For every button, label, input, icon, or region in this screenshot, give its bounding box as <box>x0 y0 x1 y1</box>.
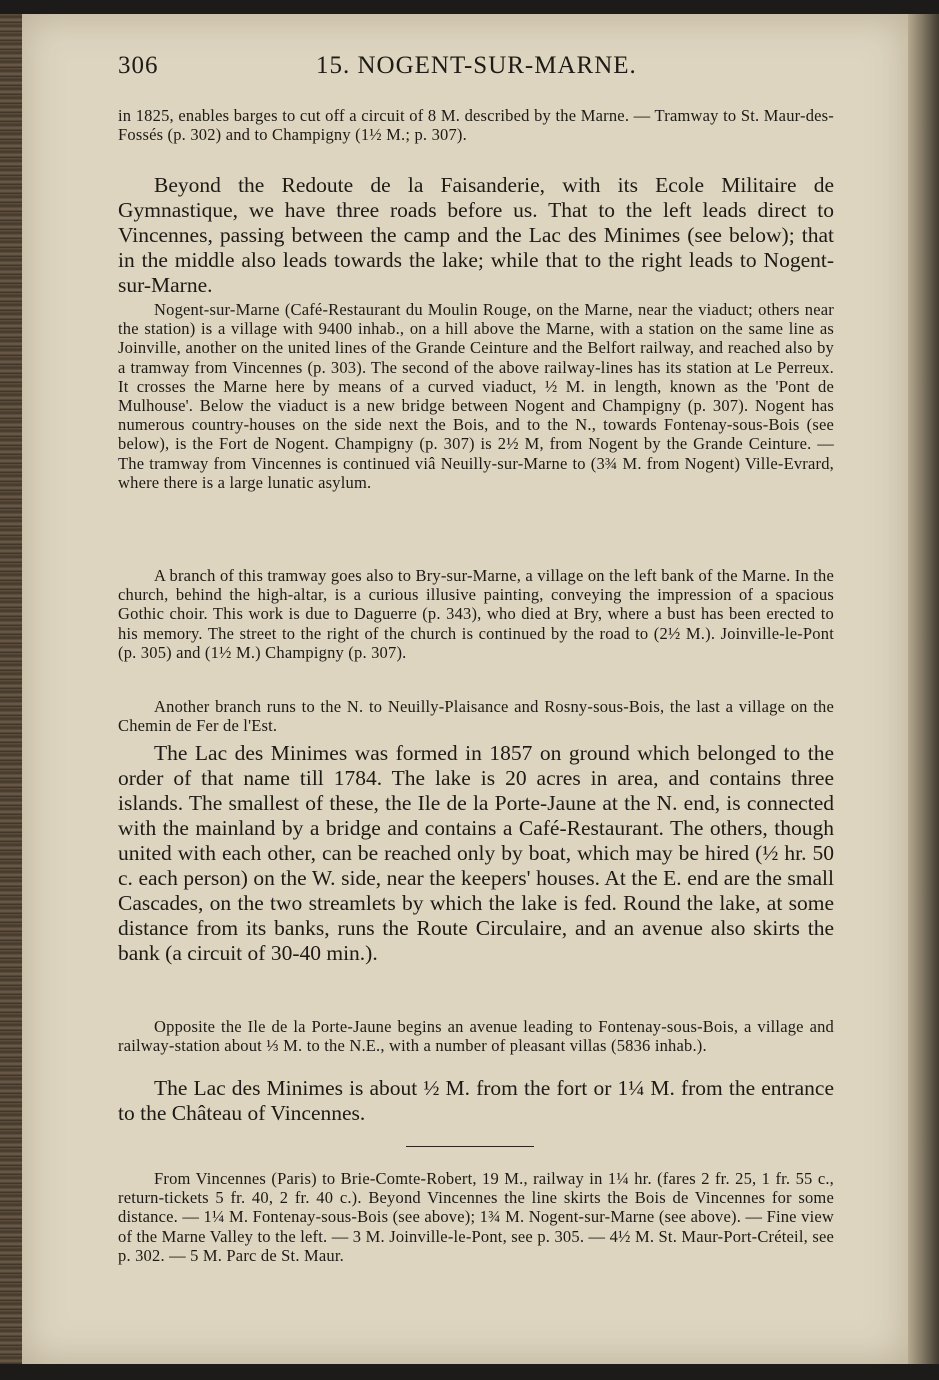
running-header <box>118 52 834 92</box>
paragraph-rosny: Another branch runs to the N. to Neuilly-Plaisance and Rosny-sous-Bois, the last a village on the Chemin de Fer de l'Est. <box>118 697 834 736</box>
paragraph-nogent: Nogent-sur-Marne (Café-Restaurant du Moulin Rouge, on the Marne, near the viaduct; others near the station) is a village with 9400 inhab., on a hill above the Marne, with a station on the same line as Joinville, another on the united lines of the Grande Ceinture and the Belfort railway, and reached also by a tramway from Vincennes (p. 303). The second of the above railway-lines has its station at Le Perreux. It crosses the Marne here by means of a curved viaduct, ½ M. in length, known as the 'Pont de Mulhouse'. Below the viaduct is a new bridge between Nogent and Champigny (p. 307). Nogent has numerous country-houses on the side next the Bois, and to the N., towards Fontenay-sous-Bois (see below), is the Fort de Nogent. Champigny (p. 307) is 2½ M, from Nogent by the Grande Ceinture. — The tramway from Vincennes is continued viâ Neuilly-sur-Marne to (3¾ M. from Nogent) Ville-Evrard, where there is a large lunatic asylum. <box>118 300 834 492</box>
paragraph-lac-des-minimes: The Lac des Minimes was formed in 1857 on ground which belonged to the order of that name till 1784. The lake is 20 acres in area, and contains three islands. The smallest of these, the Ile de la Porte-Jaune at the N. end, is connected with the mainland by a bridge and contains a Café-Restaurant. The others, though united with each other, can be reached only by boat, which may be hired (½ hr. 50 c. each person) on the W. side, near the keepers' houses. At the E. end are the small Cascades, on the two streamlets by which the lake is fed. Round the lake, at some distance from its banks, runs the Route Circulaire, and an avenue also skirts the bank (a circuit of 30-40 min.). <box>118 741 834 965</box>
paragraph-fontenay: Opposite the Ile de la Porte-Jaune begins an avenue leading to Fontenay-sous-Bois, a village and railway-station about ⅓ M. to the N.E., with a number of pleasant villas (5836 inhab.). <box>118 1017 834 1056</box>
paragraph-barges: in 1825, enables barges to cut off a circuit of 8 M. described by the Marne. — Tramway to St. Maur-des-Fossés (p. 302) and to Champigny (1½ M.; p. 307). <box>118 106 834 145</box>
chapter-title: 15. NOGENT-SUR-MARNE. <box>316 52 637 79</box>
paragraph-route-brie: From Vincennes (Paris) to Brie-Comte-Robert, 19 M., railway in 1¼ hr. (fares 2 fr. 25, 1 fr. 55 c., return-tickets 5 fr. 40, 2 fr. 40 c.). Beyond Vincennes the line skirts the Bois de Vincennes for some distance. — 1¼ M. Fontenay-sous-Bois (see above); 1¾ M. Nogent-sur-Marne (see above). — Fine view of the Marne Valley to the left. — 3 M. Joinville-le-Pont, see p. 305. — 4½ M. St. Maur-Port-Créteil, see p. 302. — 5 M. Parc de St. Maur. <box>118 1169 834 1265</box>
paragraph-distance: The Lac des Minimes is about ½ M. from the fort or 1¼ M. from the entrance to the Château of Vincennes. <box>118 1076 834 1125</box>
binding-gutter <box>0 14 24 1364</box>
page-number: 306 <box>118 52 159 79</box>
paragraph-bry: A branch of this tramway goes also to Bry-sur-Marne, a village on the left bank of the Marne. In the church, behind the high-altar, is a curious illusive painting, conveying the impression of a spacious Gothic choir. This work is due to Daguerre (p. 343), who died at Bry, where a bust has been erected to his memory. The street to the right of the church is continued by the road to (2½ M.). Joinville-le-Pont (p. 305) and (1½ M.) Champigny (p. 307). <box>118 566 834 662</box>
section-divider <box>406 1146 534 1147</box>
paragraph-redoute: Beyond the Redoute de la Faisanderie, with its Ecole Militaire de Gymnastique, we have three roads before us. That to the left leads direct to Vincennes, passing between the camp and the Lac des Minimes (see below); that in the middle also leads towards the lake; while that to the right leads to Nogent-sur-Marne. <box>118 173 834 297</box>
page-edge <box>908 14 939 1364</box>
